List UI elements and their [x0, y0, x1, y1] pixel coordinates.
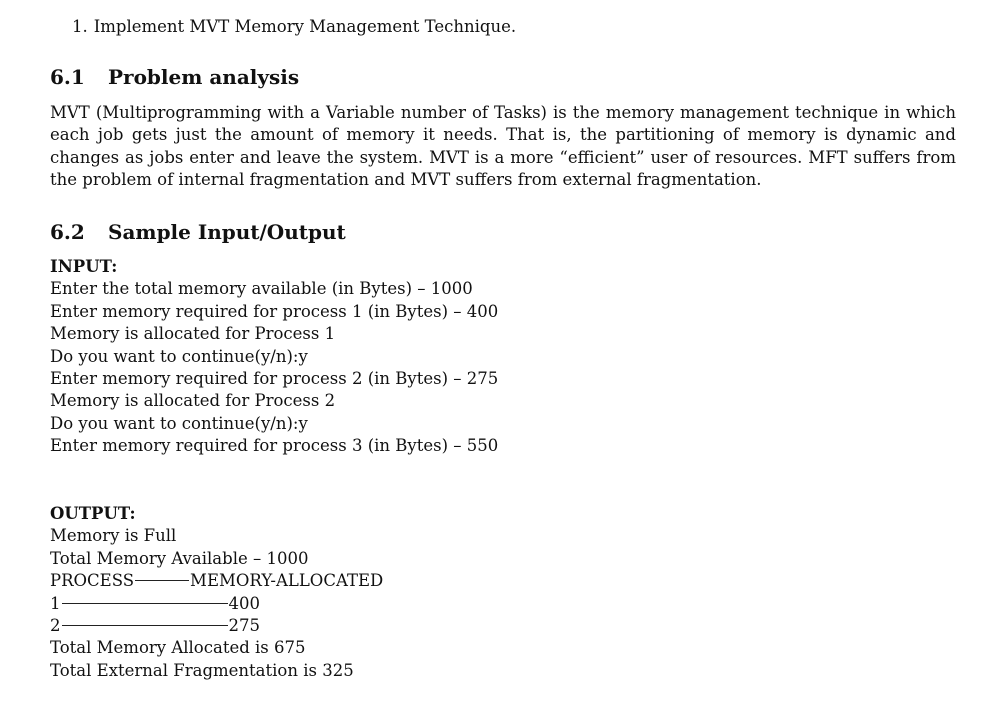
process-column-header: PROCESS [50, 571, 135, 591]
input-line: Do you want to continue(y/n):y [50, 413, 308, 433]
process-id: 1 [50, 593, 61, 613]
total-allocated-line: Total Memory Allocated is 675 [50, 638, 306, 658]
list-item-text: Implement MVT Memory Management Technique. [93, 17, 517, 36]
allocation-table-row [50, 615, 383, 637]
sample-input-block [50, 256, 498, 458]
fragmentation-line: Total External Fragmentation is 325 [50, 660, 354, 680]
input-line: Enter memory required for process 1 (in Bytes) – 400 [50, 301, 499, 321]
memory-full-line: Memory is Full [50, 526, 177, 546]
input-line: Memory is allocated for Process 1 [50, 324, 336, 344]
section-number: 6.1 [50, 65, 85, 89]
input-line: Enter memory required for process 2 (in Bytes) – 275 [50, 368, 499, 388]
problem-analysis-paragraph: MVT (Multiprogramming with a Variable number of Tasks) is the memory management technique in which each job gets just the amount of memory it needs. That is, the partitioning of memory is dynamic and changes as jobs enter and leave the system. MVT is a more “efficient” user of resources. MFT suffers from the problem of internal fragmentation and MVT suffers from external fragmentation. [50, 103, 956, 190]
leader-line [135, 580, 189, 581]
section-title: Problem analysis [108, 65, 300, 89]
section-heading-problem-analysis [50, 64, 299, 90]
section-heading-sample-io [50, 219, 346, 245]
memory-column-header: MEMORY-ALLOCATED [190, 571, 384, 591]
section-title: Sample Input/Output [108, 220, 346, 244]
section-number: 6.2 [50, 220, 85, 244]
task-list-item [72, 16, 516, 38]
total-available-line: Total Memory Available – 1000 [50, 548, 309, 568]
allocation-table-header [50, 570, 383, 592]
input-label: INPUT: [50, 257, 118, 276]
leader-line [62, 603, 228, 604]
memory-allocated: 400 [228, 593, 260, 613]
input-line: Do you want to continue(y/n):y [50, 346, 308, 366]
input-line: Enter the total memory available (in Bytes) – 1000 [50, 279, 473, 299]
input-line: Memory is allocated for Process 2 [50, 391, 336, 411]
memory-allocated: 275 [228, 615, 260, 635]
input-line: Enter memory required for process 3 (in Bytes) – 550 [50, 436, 499, 456]
leader-line [62, 625, 228, 626]
process-id: 2 [50, 615, 61, 635]
allocation-table-row [50, 593, 383, 615]
sample-output-block [50, 503, 383, 682]
output-label: OUTPUT: [50, 504, 136, 523]
list-item-number: 1. [72, 17, 88, 36]
